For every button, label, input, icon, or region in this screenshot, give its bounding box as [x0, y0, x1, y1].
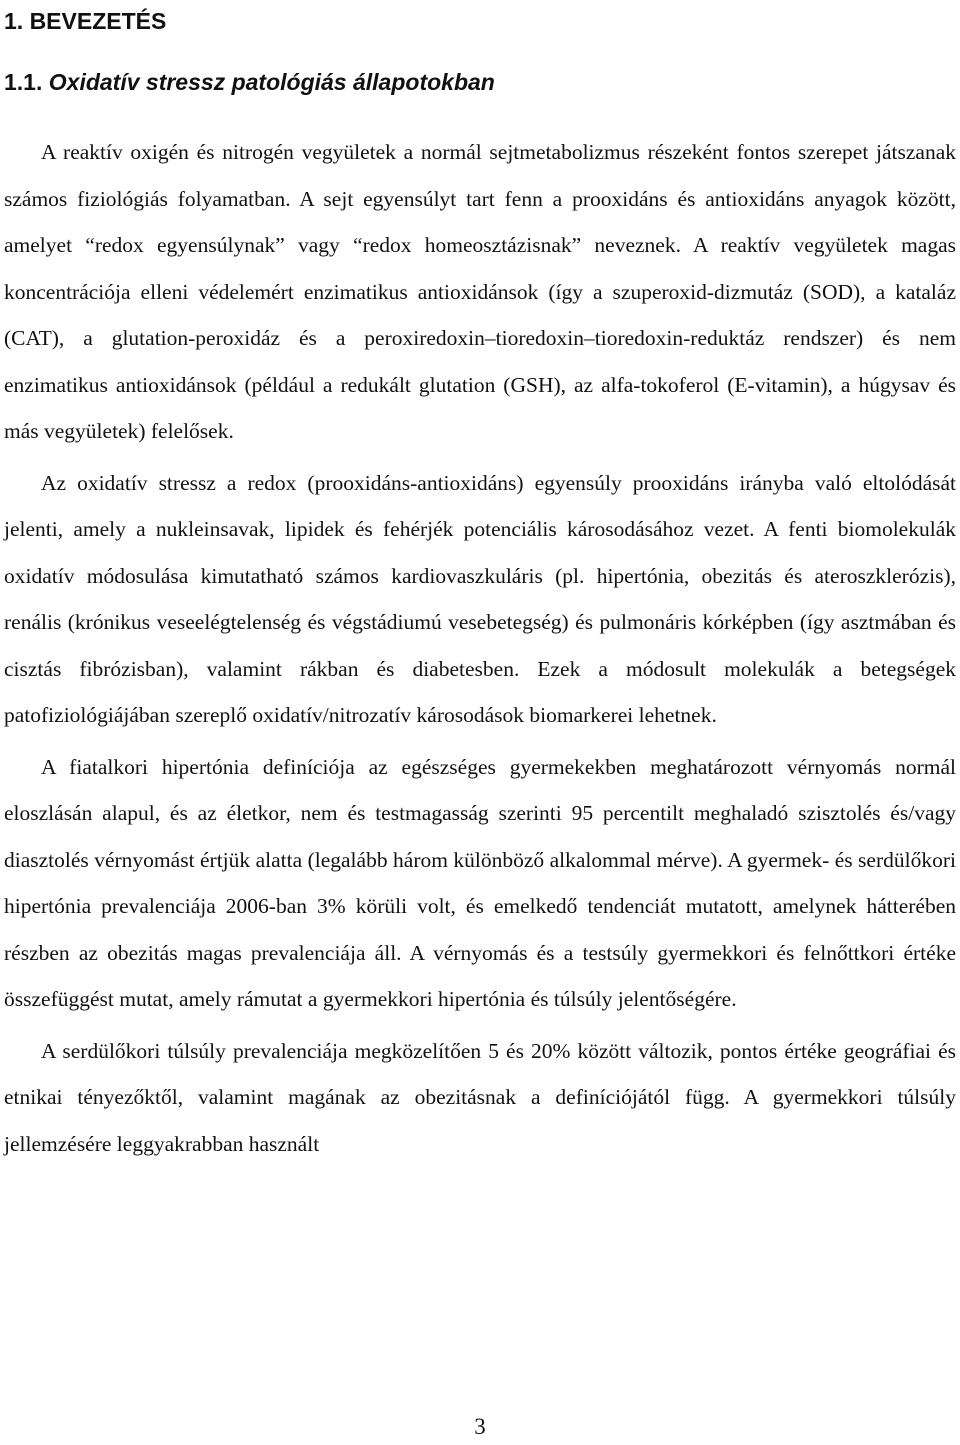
body-text	[4, 129, 956, 1172]
section-heading	[4, 67, 495, 97]
paragraph-3: A fiatalkori hipertónia definíciója az egészséges gyermekekben meghatározott vérnyomás normál eloszlásán alapul, és az életkor, nem és testmagasság szerinti 95 percentilt meghaladó szisztolés és/vagy diasztolés vérnyomást értjük alatta (legalább három különböző alkalommal mérve). A gyermek- és serdülőkori hipertónia prevalenciája 2006-ban 3% körüli volt, és emelkedő tendenciát mutatott, amelynek hátterében részben az obezitás magas prevalenciája áll. A vérnyomás és a testsúly gyermekkori és felnőttkori értéke összefüggést mutat, amely rámutat a gyermekkori hipertónia és túlsúly jelentőségére.	[4, 754, 956, 1011]
paragraph-2: Az oxidatív stressz a redox (prooxidáns-antioxidáns) egyensúly prooxidáns irányba való eltolódását jelenti, amely a nukleinsavak, lipidek és fehérjék potenciális károsodásához vezet. A fenti biomolekulák oxidatív módosulása kimutatható számos kardiovaszkuláris (pl. hipertónia, obezitás és ateroszklerózis), renális (krónikus veseelégtelenség és végstádiumú vesebetegség) és pulmonáris kórképben (így asztmában és cisztás fibrózisban), valamint rákban és diabetesben. Ezek a módosult molekulák a betegségek patofiziológiájában szereplő oxidatív/nitrozatív károsodások biomarkerei lehetnek.	[4, 470, 956, 727]
paragraph-1: A reaktív oxigén és nitrogén vegyületek a normál sejtmetabolizmus részeként fontos szerepet játszanak számos fiziológiás folyamatban. A sejt egyensúlyt tart fenn a prooxidáns és antioxidáns anyagok között, amelyet “redox egyensúlynak” vagy “redox homeosztázisnak” neveznek. A reaktív vegyületek magas koncentrációja elleni védelemért enzimatikus antioxidánsok (így a szuperoxid-dizmutáz (SOD), a kataláz (CAT), a glutation-peroxidáz és a peroxiredoxin–tioredoxin–tioredoxin-reduktáz rendszer) és nem enzimatikus antioxidánsok (például a redukált glutation (GSH), az alfa-tokoferol (E-vitamin), a húgysav és más vegyületek) felelősek.	[4, 140, 956, 443]
chapter-heading: 1. BEVEZETÉS	[4, 8, 167, 34]
section-number: 1.1.	[4, 69, 43, 95]
paragraph-4: A serdülőkori túlsúly prevalenciája megközelítően 5 és 20% között változik, pontos értéke geográfiai és etnikai tényezőktől, valamint magának az obezitásnak a definíciójától függ. A gyermekkori túlsúly jellemzésére leggyakrabban használt	[4, 1038, 956, 1156]
section-title: Oxidatív stressz patológiás állapotokban	[48, 69, 495, 95]
page-number: 3	[474, 1414, 486, 1439]
